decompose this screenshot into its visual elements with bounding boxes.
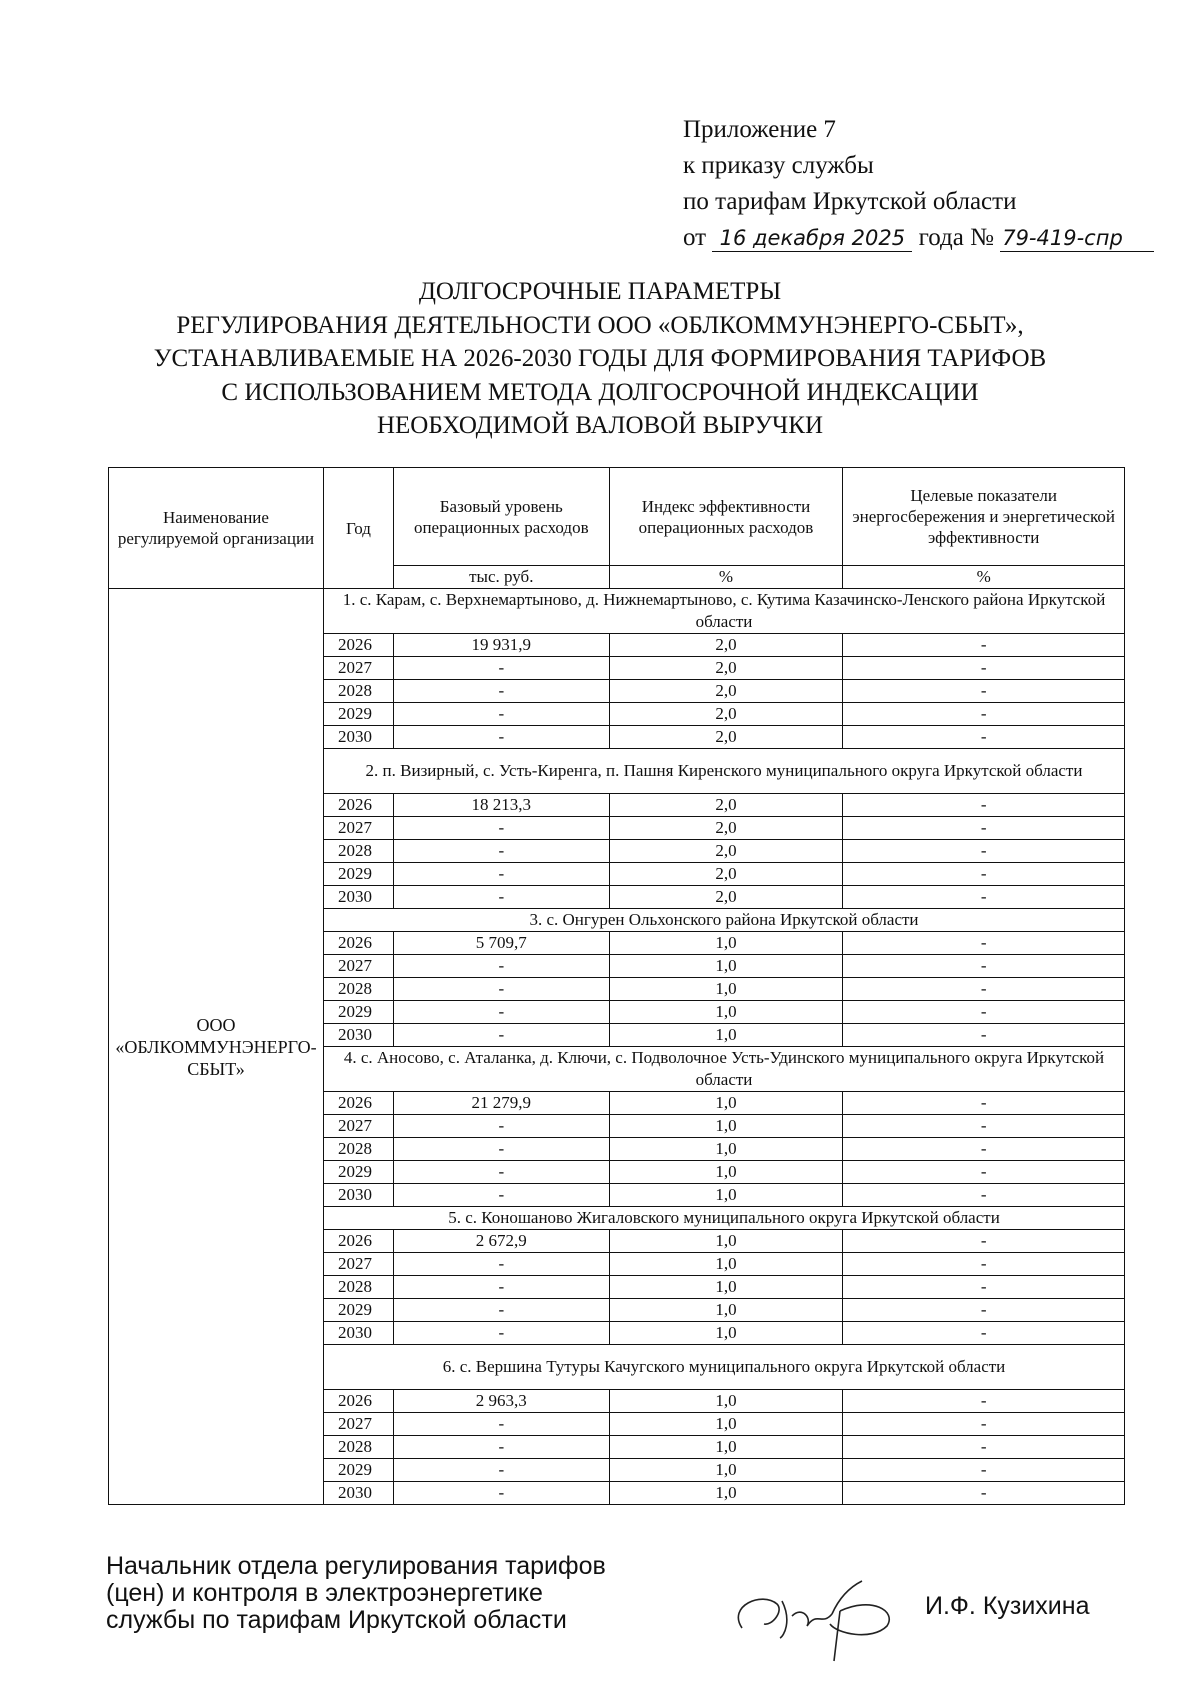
organization-name-line: «ОБЛКОММУНЭНЕРГО- [115,1036,317,1057]
title-line-5: НЕОБХОДИМОЙ ВАЛОВОЙ ВЫРУЧКИ [376,412,824,439]
target-indicator-cell: - [843,1413,1125,1436]
target-indicator-cell: - [843,1161,1125,1184]
year-cell: 2029 [323,703,393,726]
year-cell: 2030 [323,1482,393,1505]
signer-name: И.Ф. Кузихина [925,1592,1090,1620]
year-cell: 2026 [323,794,393,817]
target-indicator-cell: - [843,1482,1125,1505]
base-level-cell: - [393,1482,609,1505]
parameters-table [108,467,1125,1505]
base-level-cell: 21 279,9 [393,1092,609,1115]
target-indicator-cell: - [843,978,1125,1001]
appendix-prefix: от [683,224,707,251]
efficiency-index-cell: 1,0 [609,1138,843,1161]
year-cell: 2026 [323,932,393,955]
efficiency-index-cell: 2,0 [609,886,843,909]
region-name: 4. с. Аносово, с. Аталанка, д. Ключи, с. Подволочное Усть-Удинского муниципального округа Иркутской области [323,1047,1124,1092]
year-cell: 2027 [323,817,393,840]
base-level-cell: - [393,1138,609,1161]
target-indicator-cell: - [843,1436,1125,1459]
footer-line-2: (цен) и контроля в электроэнергетике [106,1579,543,1607]
base-level-cell: - [393,680,609,703]
year-cell: 2026 [323,1230,393,1253]
year-cell: 2027 [323,1413,393,1436]
target-indicator-cell: - [843,794,1125,817]
base-level-cell: - [393,657,609,680]
efficiency-index-cell: 2,0 [609,817,843,840]
base-level-cell: - [393,840,609,863]
efficiency-index-cell: 1,0 [609,1322,843,1345]
year-cell: 2027 [323,1115,393,1138]
year-cell: 2030 [323,1322,393,1345]
year-cell: 2028 [323,840,393,863]
target-indicator-cell: - [843,1001,1125,1024]
handwritten-signature [722,1566,912,1666]
footer-position [106,1553,606,1634]
efficiency-index-cell: 2,0 [609,840,843,863]
base-level-cell: - [393,1024,609,1047]
target-indicator-cell: - [843,1459,1125,1482]
region-row [109,589,1125,634]
target-indicator-cell: - [843,1024,1125,1047]
year-cell: 2028 [323,1138,393,1161]
year-cell: 2030 [323,886,393,909]
year-cell: 2029 [323,1161,393,1184]
title-line-1: ДОЛГОСРОЧНЫЕ ПАРАМЕТРЫ [418,278,782,305]
organization-name-line: ООО [196,1014,236,1035]
document-title [100,275,1100,443]
target-indicator-cell: - [843,1390,1125,1413]
year-cell: 2028 [323,1276,393,1299]
base-level-cell: - [393,1253,609,1276]
year-cell: 2026 [323,1092,393,1115]
unit-index: % [609,566,843,589]
efficiency-index-cell: 1,0 [609,1390,843,1413]
base-level-cell: 18 213,3 [393,794,609,817]
efficiency-index-cell: 1,0 [609,955,843,978]
base-level-cell: - [393,1276,609,1299]
base-level-cell: - [393,1413,609,1436]
footer-line-3: службы по тарифам Иркутской области [106,1606,567,1634]
efficiency-index-cell: 1,0 [609,1253,843,1276]
target-indicator-cell: - [843,1253,1125,1276]
target-indicator-cell: - [843,1138,1125,1161]
base-level-cell: 5 709,7 [393,932,609,955]
appendix-line-3: по тарифам Иркутской области [683,188,1017,215]
title-line-2: РЕГУЛИРОВАНИЯ ДЕЯТЕЛЬНОСТИ ООО «ОБЛКОММУНЭНЕРГО-СБЫТ», [176,311,1024,339]
efficiency-index-cell: 1,0 [609,1276,843,1299]
table-header-row [109,468,1125,566]
target-indicator-cell: - [843,1322,1125,1345]
base-level-cell: - [393,978,609,1001]
target-indicator-cell: - [843,657,1125,680]
efficiency-index-cell: 1,0 [609,1459,843,1482]
target-indicator-cell: - [843,1184,1125,1207]
unit-base: тыс. руб. [393,566,609,589]
region-name: 2. п. Визирный, с. Усть-Киренга, п. Пашня Киренского муниципального округа Иркутской области [323,749,1124,794]
target-indicator-cell: - [843,932,1125,955]
base-level-cell: - [393,703,609,726]
region-name: 6. с. Вершина Тутуры Качугского муниципального округа Иркутской области [323,1345,1124,1390]
base-level-cell: - [393,886,609,909]
target-indicator-cell: - [843,1092,1125,1115]
year-cell: 2027 [323,657,393,680]
year-cell: 2027 [323,1253,393,1276]
base-level-cell: - [393,955,609,978]
year-cell: 2028 [323,1436,393,1459]
year-cell: 2030 [323,726,393,749]
base-level-cell: - [393,726,609,749]
efficiency-index-cell: 1,0 [609,1413,843,1436]
header-year: Год [323,468,393,589]
efficiency-index-cell: 1,0 [609,932,843,955]
target-indicator-cell: - [843,886,1125,909]
base-level-cell: - [393,1459,609,1482]
efficiency-index-cell: 1,0 [609,1001,843,1024]
year-cell: 2029 [323,863,393,886]
efficiency-index-cell: 1,0 [609,1299,843,1322]
region-name: 1. с. Карам, с. Верхнемартыново, д. Нижнемартыново, с. Кутима Казачинско-Ленского района Иркутской области [323,589,1124,634]
footer-line-1: Начальник отдела регулирования тарифов [106,1552,606,1580]
handwritten-date: 16 декабря 2025 [712,225,912,252]
year-cell: 2026 [323,634,393,657]
year-cell: 2029 [323,1001,393,1024]
target-indicator-cell: - [843,863,1125,886]
efficiency-index-cell: 2,0 [609,863,843,886]
year-cell: 2028 [323,978,393,1001]
target-indicator-cell: - [843,726,1125,749]
handwritten-number: 79-419-спр [1000,225,1154,252]
header-targets: Целевые показатели энергосбережения и энергетической эффективности [843,468,1125,566]
efficiency-index-cell: 1,0 [609,1161,843,1184]
year-cell: 2029 [323,1459,393,1482]
header-org: Наименование регулируемой организации [109,468,324,589]
organization-cell [109,589,324,1505]
title-line-4: С ИСПОЛЬЗОВАНИЕМ МЕТОДА ДОЛГОСРОЧНОЙ ИНДЕКСАЦИИ [221,378,979,406]
year-cell: 2027 [323,955,393,978]
base-level-cell: - [393,1322,609,1345]
base-level-cell: - [393,863,609,886]
year-cell: 2028 [323,680,393,703]
region-name: 3. с. Онгурен Ольхонского района Иркутской области [323,909,1124,932]
year-cell: 2030 [323,1024,393,1047]
target-indicator-cell: - [843,817,1125,840]
efficiency-index-cell: 2,0 [609,680,843,703]
target-indicator-cell: - [843,634,1125,657]
efficiency-index-cell: 1,0 [609,978,843,1001]
header-base: Базовый уровень операционных расходов [393,468,609,566]
base-level-cell: - [393,1161,609,1184]
base-level-cell: - [393,817,609,840]
title-line-3: УСТАНАВЛИВАЕМЫЕ НА 2026-2030 ГОДЫ ДЛЯ ФОРМИРОВАНИЯ ТАРИФОВ [153,345,1047,372]
base-level-cell: 2 963,3 [393,1390,609,1413]
appendix-middle: года № [918,224,994,251]
target-indicator-cell: - [843,955,1125,978]
appendix-block [683,112,1154,256]
base-level-cell: 2 672,9 [393,1230,609,1253]
year-cell: 2029 [323,1299,393,1322]
base-level-cell: 19 931,9 [393,634,609,657]
efficiency-index-cell: 1,0 [609,1024,843,1047]
target-indicator-cell: - [843,1276,1125,1299]
target-indicator-cell: - [843,1115,1125,1138]
efficiency-index-cell: 2,0 [609,657,843,680]
base-level-cell: - [393,1436,609,1459]
organization-name-line: СБЫТ» [187,1058,245,1079]
appendix-line-4 [683,220,1154,256]
base-level-cell: - [393,1299,609,1322]
efficiency-index-cell: 1,0 [609,1115,843,1138]
efficiency-index-cell: 1,0 [609,1230,843,1253]
efficiency-index-cell: 1,0 [609,1184,843,1207]
year-cell: 2030 [323,1184,393,1207]
header-index: Индекс эффективности операционных расходов [609,468,843,566]
target-indicator-cell: - [843,703,1125,726]
base-level-cell: - [393,1115,609,1138]
target-indicator-cell: - [843,1230,1125,1253]
efficiency-index-cell: 2,0 [609,726,843,749]
appendix-line-1: Приложение 7 [683,116,836,143]
region-name: 5. с. Коношаново Жигаловского муниципального округа Иркутской области [323,1207,1124,1230]
year-cell: 2026 [323,1390,393,1413]
base-level-cell: - [393,1184,609,1207]
efficiency-index-cell: 2,0 [609,794,843,817]
efficiency-index-cell: 2,0 [609,703,843,726]
efficiency-index-cell: 1,0 [609,1092,843,1115]
target-indicator-cell: - [843,1299,1125,1322]
unit-targets: % [843,566,1125,589]
target-indicator-cell: - [843,680,1125,703]
efficiency-index-cell: 2,0 [609,634,843,657]
appendix-line-2: к приказу службы [683,152,874,179]
target-indicator-cell: - [843,840,1125,863]
efficiency-index-cell: 1,0 [609,1436,843,1459]
base-level-cell: - [393,1001,609,1024]
efficiency-index-cell: 1,0 [609,1482,843,1505]
